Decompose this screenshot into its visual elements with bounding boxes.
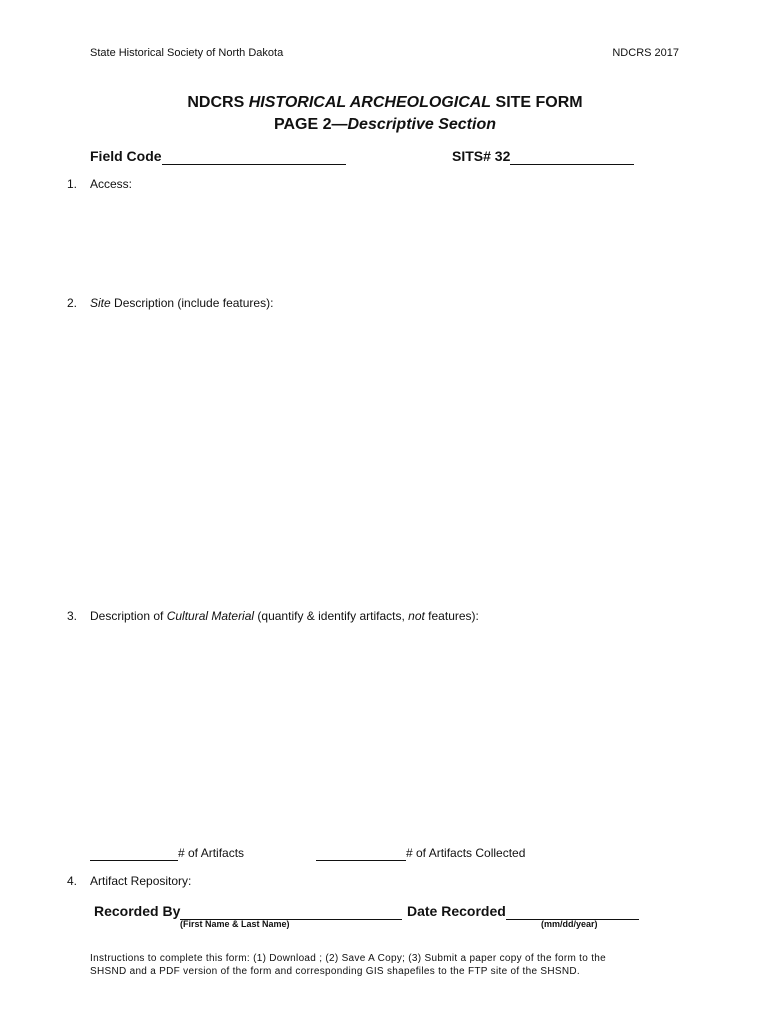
artifacts-collected-row [316,846,525,861]
form-version: NDCRS 2017 [612,47,679,59]
artifacts-collected-input[interactable] [316,846,406,861]
cultural-material-textarea[interactable] [90,629,654,838]
page-title: PAGE 2—Descriptive Section [274,116,496,133]
recorded-by-row [94,903,402,920]
instructions-line-2: SHSND and a PDF version of the form and corresponding GIS shapefiles to the FTP site of the SHSND. [90,966,580,977]
field-code-input[interactable] [162,150,346,165]
artifacts-collected-label: # of Artifacts Collected [406,846,526,860]
section-access: 1. Access: [67,177,133,191]
organization-name: State Historical Society of North Dakota [90,47,284,59]
section-site-description: 2. Site Description (include features): [67,296,274,310]
form-title: NDCRS HISTORICAL ARCHEOLOGICAL SITE FORM [187,94,583,111]
access-textarea[interactable] [90,196,654,292]
instructions-line-1: Instructions to complete this form: (1) Download ; (2) Save A Copy; (3) Submit a paper copy of the form to the [90,953,606,964]
recorded-by-hint: (First Name & Last Name) [180,919,290,929]
field-code-row [90,148,346,165]
sits-row [452,148,634,165]
section-cultural-material: 3. Description of Cultural Material (quantify & identify artifacts, not features): [67,609,479,623]
sits-label: SITS# 32 [452,148,511,164]
instructions [90,952,650,978]
artifact-count-row [90,846,244,861]
recorded-by-label: Recorded By [94,903,181,919]
date-recorded-input[interactable] [506,905,639,920]
field-code-label: Field Code [90,148,162,164]
section-artifact-repository: 4. Artifact Repository: [67,874,192,888]
site-description-textarea[interactable] [90,316,654,605]
date-recorded-row [407,903,639,920]
date-recorded-label: Date Recorded [407,903,506,919]
sits-number-input[interactable] [510,150,634,165]
artifact-count-input[interactable] [90,846,178,861]
date-recorded-hint: (mm/dd/year) [541,919,598,929]
artifact-count-label: # of Artifacts [178,846,245,860]
recorded-by-input[interactable] [180,905,402,920]
